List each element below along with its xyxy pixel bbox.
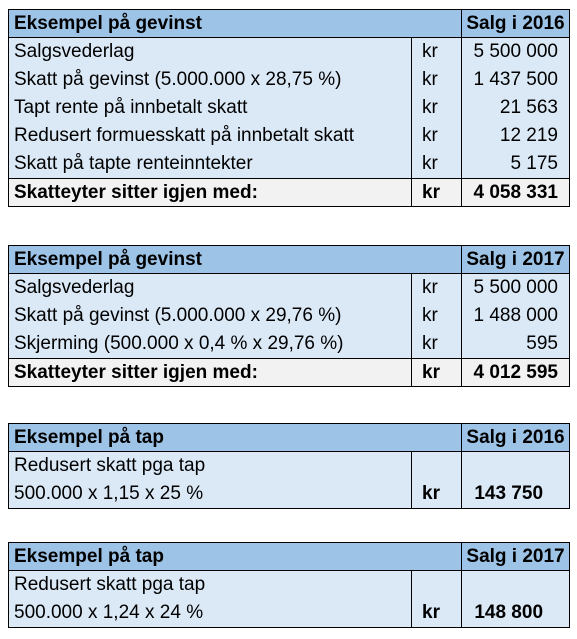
total-unit: kr bbox=[412, 359, 462, 387]
row-amount: 21 563 bbox=[462, 94, 570, 122]
total-unit: kr bbox=[412, 179, 462, 207]
row-label: Skatt på tapte renteinntekter bbox=[9, 150, 412, 179]
row-label: Salgsvederlag bbox=[9, 274, 412, 303]
table-row bbox=[9, 302, 570, 330]
table-row bbox=[9, 150, 570, 179]
row-amount: 5 500 000 bbox=[462, 274, 570, 303]
row-unit: kr bbox=[412, 94, 462, 122]
header-year: Salg i 2016 bbox=[462, 10, 570, 38]
row-label: Salgsvederlag bbox=[9, 38, 412, 67]
row-amount: 595 bbox=[462, 330, 570, 359]
row-unit: kr bbox=[412, 66, 462, 94]
row-amount: 1 437 500 bbox=[462, 66, 570, 94]
row-label: Redusert formuesskatt på innbetalt skatt bbox=[9, 122, 412, 150]
row-amount: 12 219 bbox=[462, 122, 570, 150]
row-label: Skatt på gevinst (5.000.000 x 29,76 %) bbox=[9, 302, 412, 330]
row-label: Skatt på gevinst (5.000.000 x 28,75 %) bbox=[9, 66, 412, 94]
row-unit: kr bbox=[412, 274, 462, 303]
row-amount bbox=[462, 571, 570, 600]
gain-example-table-2017 bbox=[8, 245, 570, 387]
loss-example-table-2016 bbox=[8, 423, 570, 509]
header-label: Eksempel på gevinst bbox=[9, 10, 462, 38]
row-unit bbox=[412, 452, 462, 481]
total-amount: 4 058 331 bbox=[462, 179, 570, 207]
row-label: Redusert skatt pga tap bbox=[9, 571, 412, 600]
row-unit: kr bbox=[412, 150, 462, 179]
table-row bbox=[9, 452, 570, 481]
table-row bbox=[9, 122, 570, 150]
row-amount: 5 175 bbox=[462, 150, 570, 179]
row-label: Tapt rente på innbetalt skatt bbox=[9, 94, 412, 122]
table-header bbox=[9, 246, 570, 274]
table-header bbox=[9, 543, 570, 571]
table-row bbox=[9, 66, 570, 94]
row-unit: kr bbox=[412, 38, 462, 67]
header-year: Salg i 2017 bbox=[462, 543, 570, 571]
row-amount bbox=[462, 452, 570, 481]
table-row bbox=[9, 38, 570, 67]
table-header bbox=[9, 10, 570, 38]
row-label: Skjerming (500.000 x 0,4 % x 29,76 %) bbox=[9, 330, 412, 359]
row-amount: 5 500 000 bbox=[462, 38, 570, 67]
row-unit: kr bbox=[412, 480, 462, 509]
row-unit bbox=[412, 571, 462, 600]
header-label: Eksempel på tap bbox=[9, 543, 462, 571]
table-row bbox=[9, 480, 570, 509]
row-unit: kr bbox=[412, 330, 462, 359]
total-label: Skatteyter sitter igjen med: bbox=[9, 359, 412, 387]
header-label: Eksempel på gevinst bbox=[9, 246, 462, 274]
row-label: Redusert skatt pga tap bbox=[9, 452, 412, 481]
gain-example-table-2016 bbox=[8, 9, 570, 207]
total-label: Skatteyter sitter igjen med: bbox=[9, 179, 412, 207]
header-year: Salg i 2017 bbox=[462, 246, 570, 274]
row-label: 500.000 x 1,24 x 24 % bbox=[9, 599, 412, 628]
total-row bbox=[9, 179, 570, 207]
table-row bbox=[9, 599, 570, 628]
row-label: 500.000 x 1,15 x 25 % bbox=[9, 480, 412, 509]
table-row bbox=[9, 94, 570, 122]
table-row bbox=[9, 274, 570, 303]
row-unit: kr bbox=[412, 599, 462, 628]
total-row bbox=[9, 359, 570, 387]
header-label: Eksempel på tap bbox=[9, 424, 462, 452]
loss-example-table-2017 bbox=[8, 542, 570, 628]
row-unit: kr bbox=[412, 122, 462, 150]
row-amount: 1 488 000 bbox=[462, 302, 570, 330]
header-year: Salg i 2016 bbox=[462, 424, 570, 452]
total-amount: 4 012 595 bbox=[462, 359, 570, 387]
table-row bbox=[9, 571, 570, 600]
row-amount: 148 800 bbox=[462, 599, 570, 628]
row-unit: kr bbox=[412, 302, 462, 330]
table-header bbox=[9, 424, 570, 452]
table-row bbox=[9, 330, 570, 359]
row-amount: 143 750 bbox=[462, 480, 570, 509]
